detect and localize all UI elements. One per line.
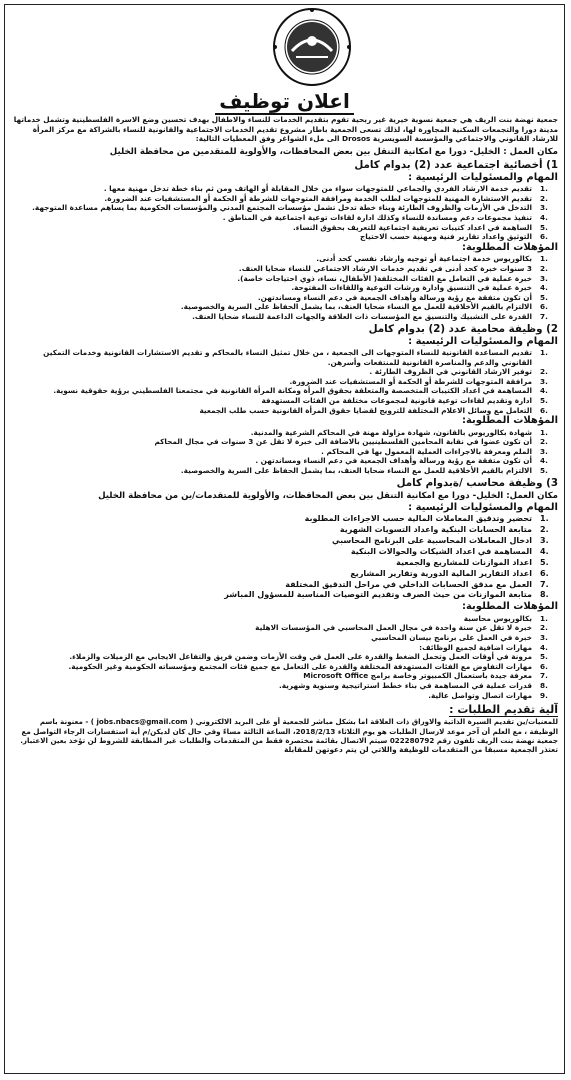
list-item: .6 مهارات التفاوض مع الفئات المستهدفة المختلفة والقدرة على التعامل مع جميع فئات المجتمع ومؤسساته الحكومية وغير الحكومية. xyxy=(68,661,548,671)
list-item: .7 معرفة جيدة باستعمال الكمبيوتر وخاصة برامج Microsoft Office xyxy=(303,671,548,681)
job-1-tasks-heading: المهام والمسئوليات الرئيسية : xyxy=(408,171,558,183)
list-item: .4 المساهمة في اعداد الشيكات والحوالات البنكية xyxy=(350,546,549,556)
list-item: .3 خبرة في العمل على برنامج بيسان المحاسبي xyxy=(371,633,548,643)
job-1-tasks-list xyxy=(11,184,558,242)
list-item: .5 الالتزام بالقيم الأخلاقية للعمل مع النساء ضحايا العنف، بما يشمل الحفاظ على السرية والخصوصية. xyxy=(180,466,548,476)
list-item: .5 مرونة في أوقات العمل وتحمل الضغط والقدرة على العمل في وقت الأزمات وضمن فريق والتفاعل الايجابي مع الزميلات والزملاء. xyxy=(69,652,548,662)
list-item: .6 التعامل مع وسائل الاعلام المختلفة للترويج لقضايا حقوق المرأة القانونية حسب طلب الجمعية xyxy=(199,405,548,415)
list-item: .2 أن تكون عضوا في نقابة المحامين الفلسطينيين بالاضافة الى خبرة لا تقل عن 3 سنوات في مجال المحاكم xyxy=(154,437,548,447)
list-item: .6 الالتزام بالقيم الأخلاقية للعمل مع النساء ضحايا العنف، بما يشمل الحفاظ على السرية والخصوصية. xyxy=(180,302,548,312)
list-item: .4 خبرة عملية في التنسيق وادارة ورشات التوعية واللقاءات المفتوحة. xyxy=(291,283,548,293)
list-item: .3 الملم ومعرفة بالاجراءات العملية المعمول بها في المحاكم . xyxy=(321,446,548,456)
page-title: اعلان توظيف xyxy=(5,89,564,113)
list-item: .2 3 سنوات خبرة كحد أدنى في تقديم خدمات الارشاد الاجتماعي للنساء ضحايا العنف. xyxy=(238,263,548,273)
job-3-location: مكان العمل: الخليل- دورا مع امكانية التنقل بين بعض المحافظات، والأولوية للمتقدمات/ين من محافظة الخليل xyxy=(98,490,558,501)
list-item: .3 التدخل في الأزمات والظروف الطارئة وبناء خطة تدخل تشمل مؤسسات المجتمع المدني والمؤسسات الحكومية بما يساهم مساعدة المتوجهة. xyxy=(32,203,548,213)
job-3-tasks-heading: المهام والمسئوليات الرئيسية : xyxy=(408,501,558,513)
list-item: .6 اعداد التقارير المالية الدورية وتقارير المشاريع xyxy=(350,568,549,578)
list-item: .5 اعداد الموازنات للمشاريع والجمعية xyxy=(396,557,549,567)
list-item: .5 الساهمة في اعداد كتيبات تعريفية اجتماعية للتعريف بحقوق النساء. xyxy=(292,222,548,232)
list-item: .1 بكالوريوس خدمة اجتماعية أو توجيه وارشاد نفسي كحد أدنى. xyxy=(316,254,548,264)
list-item: .3 خبرة عملية في التعامل مع الفئات المختلفة( الأطفال، نساء، ذوي احتياجات خاصة). xyxy=(237,273,548,283)
job-2-tasks-list xyxy=(11,348,558,415)
job-3-quals-heading: المؤهلات المطلوبة: xyxy=(461,601,558,613)
list-item: .7 العمل مع مدقق الحسابات الداخلي في مراحل التدقيق المختلفة xyxy=(285,579,549,589)
list-item: .4 المساهمة في اعداد الكتيبات المتخصصة والمتعلقة بحقوق المرأة ومكانة المرأة القانونية في مجتمعنا الفلسطيني برؤية حقوقية نسوية. xyxy=(53,386,548,396)
list-item: .3 ادخال المعاملات المحاسبية على البرنامج المحاسبي xyxy=(332,535,549,545)
list-item: .2 تقديم الاستشارة المهنية للمتوجهات لطلب الخدمة ومرافقة المتوجهات للشرطة أو الحكمة أو المستشفيات عند الضرورة. xyxy=(104,193,548,203)
list-item: .2 خبرة لا تقل عن سنة واحدة في مجال العمل المحاسبي في المؤسسات الاهلية xyxy=(255,623,548,633)
list-item: .4 تنفيذ مجموعات دعم ومساندة للنساء وكذلك ادارة لقاءات توعية اجتماعية في المناطق . xyxy=(222,213,548,223)
job-advertisement-page xyxy=(4,4,565,1074)
work-location: مكان العمل : الخليل- دورا مع امكانية التنقل بين بعض المحافظات، والأولوية للمتقدمين من محافظة الخليل xyxy=(109,146,558,157)
job-2-quals-heading: المؤهلات المطلوبة: xyxy=(461,415,558,427)
association-seal-icon xyxy=(272,7,352,87)
list-item: .1 تقديم المساعدة القانونية للنساء المتوجهات الى الجمعية ، من خلال تمثيل النساء بالمحاكم و تقديم الاستشارات القانونية وخدمات التمكين القانوني والدعم والمناصرة القانونية للمنتفعات وأسرهن. xyxy=(43,348,548,367)
closing-note: تعتذر الجمعية مسبقا من المتقدمات للوظيفة واللاتي لن يتم دعوتهن للمقابلة xyxy=(284,745,558,755)
job-1-title: 1) أخصائية اجتماعية عدد (2) بدوام كامل xyxy=(354,158,558,171)
list-item: .7 القدرة على التشبيك والتنسيق مع المؤسسات ذات العلاقة والجهات الداعمة للنساء ضحايا العنف. xyxy=(192,311,548,321)
list-item: .1 بكالوريوس محاسبة xyxy=(463,613,548,623)
list-item: .8 قدرات عملية في المساهمة في بناء خطط استراتيجية وسنوية وشهرية. xyxy=(278,681,548,691)
ad-content xyxy=(11,115,558,1071)
apply-heading: آلية تقديم الطلبات : xyxy=(449,703,558,717)
job-3-title: 3) وظيفة محاسب /ةبدوام كامل xyxy=(396,476,558,489)
list-item: .1 تقديم خدمة الارشاد الفردي والجماعي للمتوجهات سواء من خلال المقابلة أو الهاتف ومن ثم بناء خطة تدخل مهنية معها . xyxy=(103,184,548,194)
list-item: .1 شهادة بكالوريوس بالقانون، شهادة مزاولة مهنة في المحاكم الشرعية والمدنية. xyxy=(250,427,548,437)
apply-instructions: للمعنيات/ين تقديم السيرة الذاتية والاوراق ذات العلاقة اما بشكل مباشر للجمعية أو على البريد الالكتروني ( jobs.nbacs@gmail.com ) - معنونة باسم الوظيفة ، مع العلم أن آخر موعد لارسال الطلبات هو يوم الثلاثاء 2018/2/13، الساعة الثالثة مساءً وفي حال كان لديكن/م أية استفسارات الرجاء التواصل مع جمعية نهضة بنت الريف تلفون رقم 022280792 سيتم الاتصال بقائمة مختصرة فقط من المتقدمات والطلبات غير المطابقة للشروط لن تؤخذ بعين الاعتبار. xyxy=(20,717,558,746)
job-3-quals-list xyxy=(11,614,558,700)
job-1-quals-list xyxy=(11,254,558,321)
intro-paragraph: جمعية نهضة بنت الريف هي جمعية نسوية خيرية غير ربحية تقوم بتقديم الخدمات للنساء والاطفال بهدف تحسين وضع الاسرة الفلسطينية وتشمل خدماتها مدينة دورا والتجمعات السكنية المجاورة لها، لذلك تسعى الجمعية باطار مشروع تقديم الخدمات الاجتماعية والقانونية للنساء بالشراكة مع مركز المرأة للارشاد القانوني والاجتماعي والمؤسسة السويسرية Drosos الى ملء الشواغر وفق المعطيات التالية: xyxy=(13,115,558,144)
list-item: .2 توفير الارشاد القانوني في الظروف الطارئة . xyxy=(369,367,548,377)
job-3-tasks-list xyxy=(11,514,558,601)
list-item: .4 أن تكون متفقة مع رؤية ورسالة وأهداف الجمعية في دعم النساء ومساندتهن . xyxy=(255,456,548,466)
list-item: .1 تحضير وتدقيق المعاملات المالية حسب الاجراءات المطلوبة xyxy=(304,514,549,524)
job-2-quals-list xyxy=(11,428,558,476)
job-2-tasks-heading: المهام والمسئوليات الرئيسية : xyxy=(408,335,558,347)
job-2-title: 2) وظيفة محامية عدد (2) بدوام كامل xyxy=(368,322,558,335)
list-item: .9 مهارات اتصال وتواصل عالية. xyxy=(428,690,548,700)
list-item: .5 أن تكون متفقة مع رؤية ورسالة وأهداف الجمعية في دعم النساء ومساندتهن. xyxy=(257,292,548,302)
list-item: .4 مهارات اضافية لجميع الوظائف: xyxy=(419,642,548,652)
list-item: .5 ادارة وتقديم لقاءات توعية قانونية لمجموعات مختلفة من الفئات المستهدفة xyxy=(261,395,548,405)
list-item: .8 متابعة الموازنات من حيث الصرف وتقديم التوصيات المناسبة للمسؤول المباشر xyxy=(224,590,549,600)
job-1-quals-heading: المؤهلات المطلوبة: xyxy=(461,241,558,253)
list-item: .2 متابعة الحسابات البنكية واعداد التسويات الشهرية xyxy=(339,525,549,535)
list-item: .6 التوثيق واعداد تقارير فنية ومهنية حسب الاحتياج xyxy=(360,232,548,242)
list-item: .3 مرافقة المتوجهات للشرطة أو الحكمة أو المستشفيات عند الضرورة. xyxy=(289,376,548,386)
